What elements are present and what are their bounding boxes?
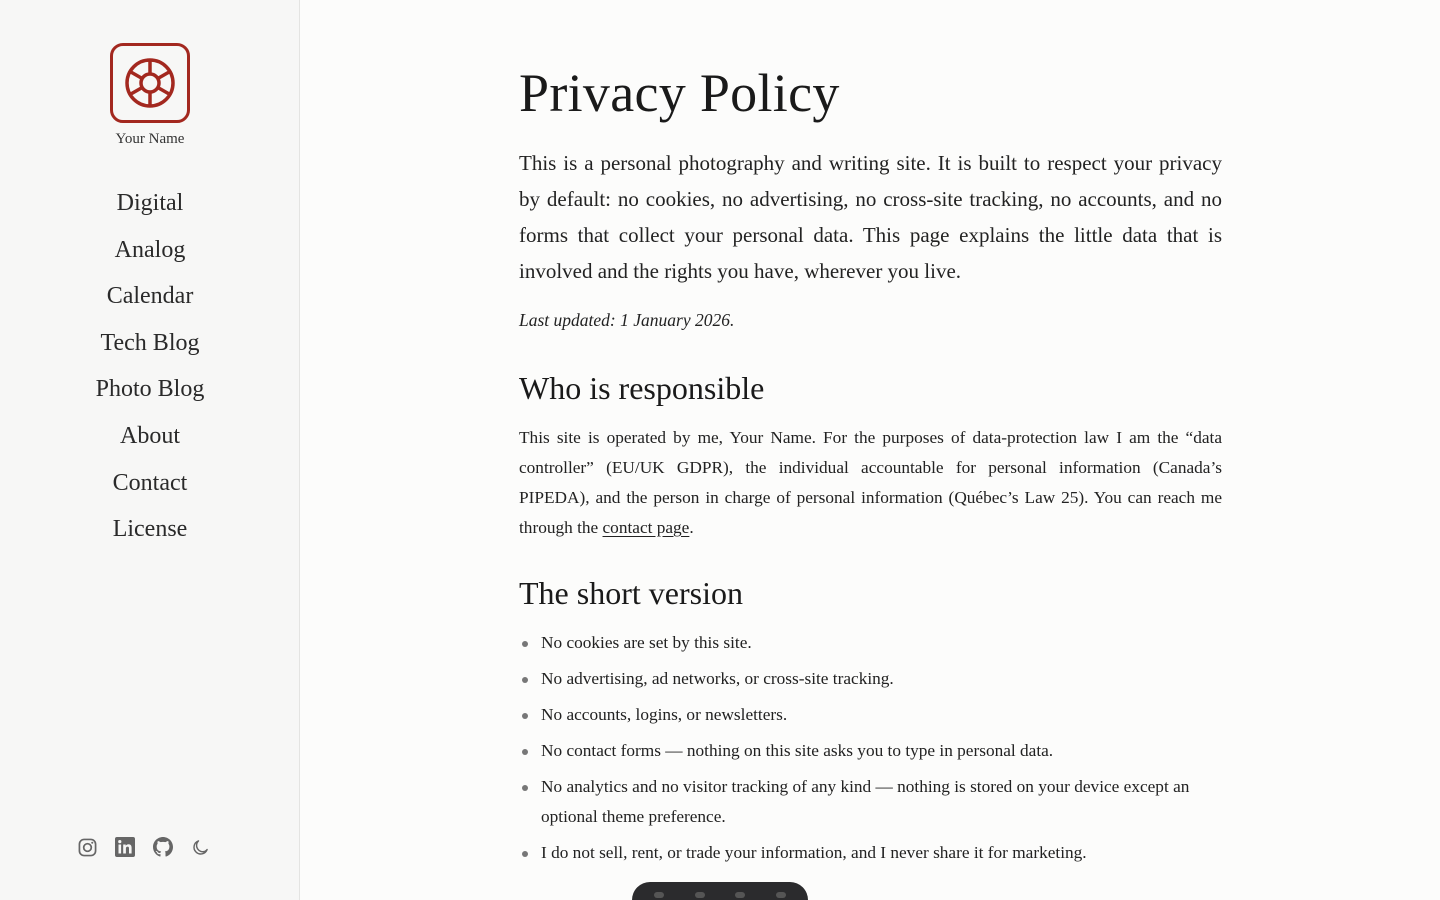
list-item: No accounts, logins, or newsletters. [519,700,1222,730]
nav-item-photo-blog[interactable]: Photo Blog [95,376,205,403]
responsible-text: This site is operated by me, Your Name. For the purposes of data-protection law I am the “data controller” (EU/UK GDPR), the individual accountable for personal information (Canada’s PIPEDA), and the person in charge of personal information (Québec’s Law 25). You can reach me through the [519,428,1222,537]
nav-item-contact[interactable]: Contact [112,469,188,496]
main-nav [0,183,300,556]
site-name[interactable]: Your Name [115,131,185,147]
list-item: No advertising, ad networks, or cross-site tracking. [519,664,1222,694]
floating-toolbar[interactable] [632,882,808,900]
list-item: No cookies are set by this site. [519,628,1222,658]
nav-item-analog[interactable]: Analog [114,236,186,263]
heading-who-is-responsible: Who is responsible [519,370,765,406]
moon-icon[interactable] [191,835,211,859]
list-item: I do not sell, rent, or trade your information, and I never share it for marketing. [519,838,1222,868]
sidebar [0,0,300,900]
page-title: Privacy Policy [519,63,840,123]
list-item: No analytics and no visitor tracking of any kind — nothing is stored on your device except an optional theme preference. [519,772,1222,832]
linkedin-icon[interactable] [115,835,135,859]
nav-item-tech-blog[interactable]: Tech Blog [100,329,200,356]
responsible-text-end: . [689,518,694,537]
site-logo[interactable] [110,43,190,123]
toolbar-button[interactable] [695,892,705,898]
nav-item-license[interactable]: License [112,516,188,543]
nav-item-about[interactable]: About [120,422,180,449]
short-version-list [519,628,1222,874]
toolbar-button[interactable] [776,892,786,898]
social-links [0,835,300,859]
last-updated: Last updated: 1 January 2026. [519,310,735,330]
responsible-paragraph [519,423,1222,543]
contact-page-link[interactable]: contact page [602,518,690,537]
toolbar-button[interactable] [735,892,745,898]
list-item: No contact forms — nothing on this site asks you to type in personal data. [519,736,1222,766]
instagram-icon[interactable] [77,835,97,859]
intro-paragraph: This is a personal photography and writing site. It is built to respect your privacy by default: no cookies, no advertising, no cross-site tracking, no accounts, and no forms that collect your personal data. This page explains the little data that is involved and the rights you have, wherever you live. [519,151,1222,283]
toolbar-button[interactable] [654,892,664,898]
wheel-icon [122,55,178,111]
heading-short-version: The short version [519,575,743,611]
nav-item-calendar[interactable]: Calendar [106,283,194,310]
toolbar-controls [654,892,786,900]
github-icon[interactable] [153,835,173,859]
nav-item-digital[interactable]: Digital [116,190,184,216]
